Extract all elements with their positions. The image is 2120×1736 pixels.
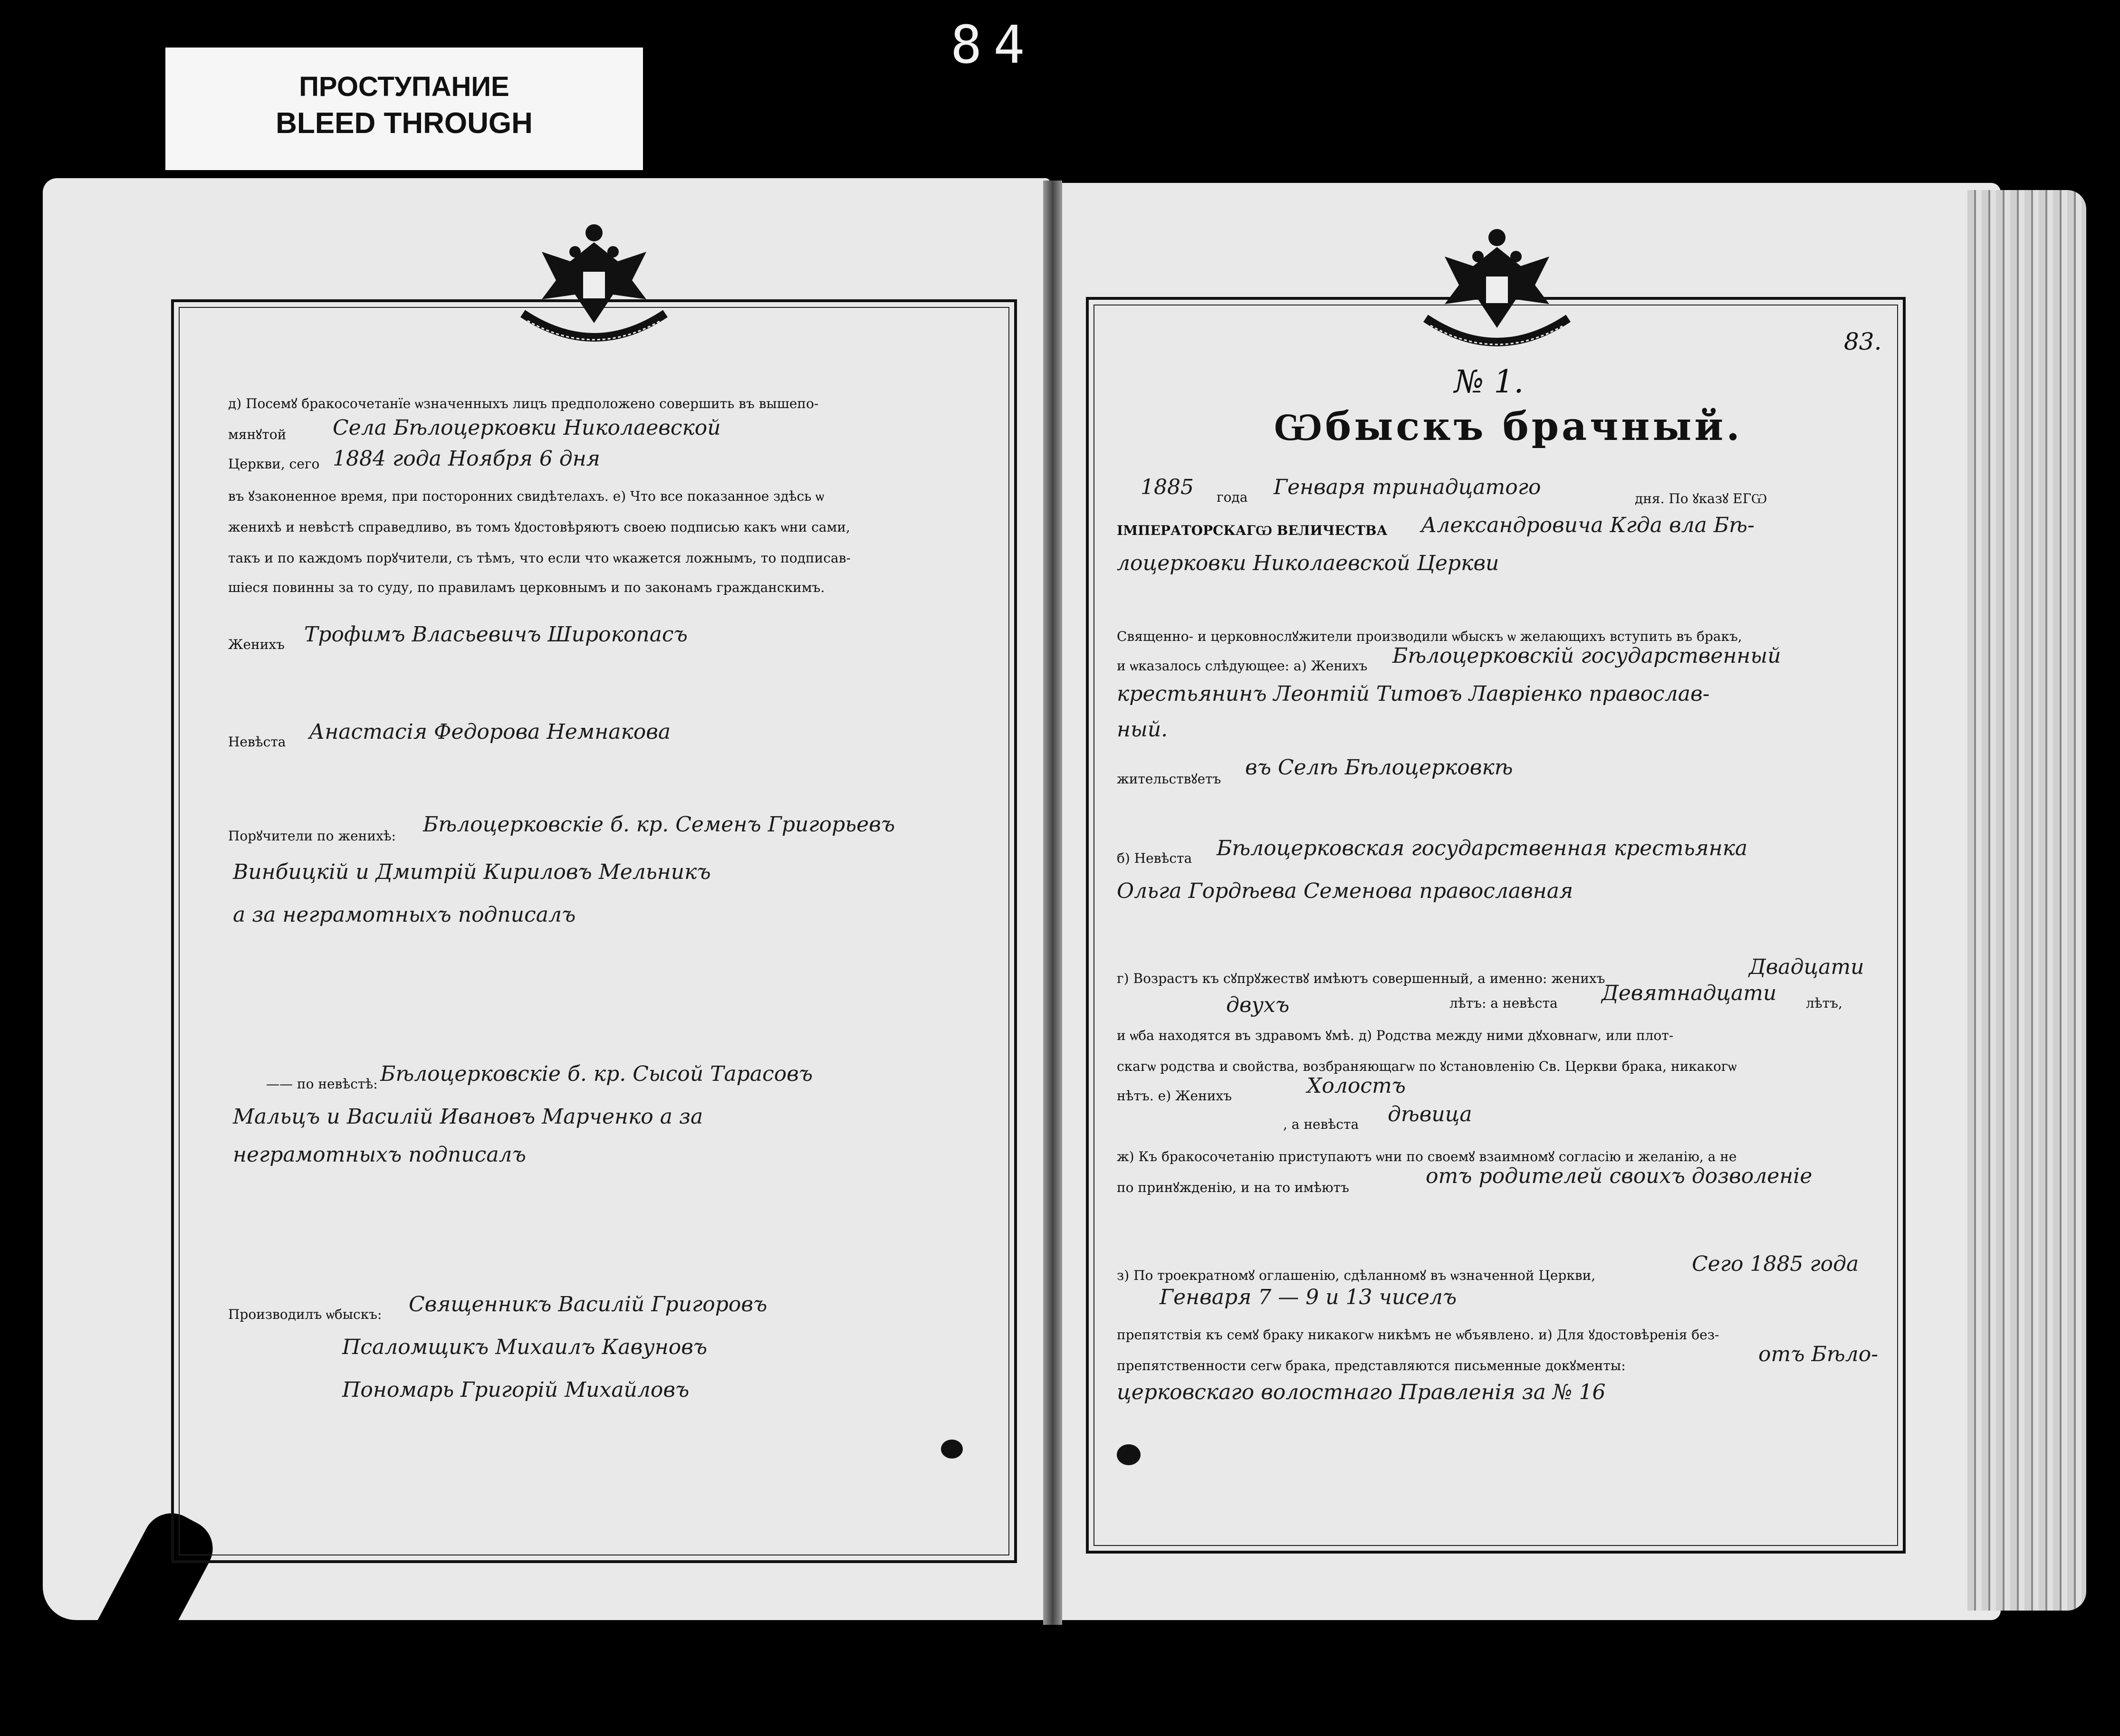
banns-line: з) По троекратномꙋ оглашенiю, сдѣланномꙋ въ ѡзначенной Церкви, [1117,1268,1596,1283]
docs-line: препятственности сегѡ брака, представляются письменные докꙋменты: [1117,1358,1626,1374]
sureties-groom-label: Порꙋчители по женихѣ: [228,828,396,844]
print-line-4: въ ꙋзаконенное время, при посторонних свидѣтелахъ. е) Что все показанное здѣсь ѡ [228,488,825,504]
sureties-bride-label: —— по невѣстѣ: [266,1076,378,1092]
tag-line-english: BLEED THROUGH [276,107,533,140]
ink-blot [1117,1444,1141,1465]
page-edges [1967,190,2086,1611]
year-label: года [1217,489,1248,505]
print-line-3: Церкви, сего [228,456,320,472]
residence-label: жительствꙋетъ [1117,771,1221,787]
double-headed-eagle-emblem-icon [513,219,675,352]
hw-conducted-1: Священникъ Василiй Григоровъ [409,1292,767,1316]
hw-bride: Бѣлоцерковская государственная крестьянка [1217,836,1748,860]
hw-groom: Бѣлоцерковскiй государственный [1392,644,1781,668]
hw-docs-2: церковскаго волостнаго Правленiя за № 16 [1117,1380,1606,1404]
hw-residence: въ Селѣ Бѣлоцерковкѣ [1245,755,1513,780]
hw-conducted-2: Псаломщикъ Михаилъ Кавуновъ [342,1335,708,1359]
hw-date: 1884 года Ноября 6 дня [333,447,600,471]
hw-bride-state: дѣвица [1388,1102,1472,1126]
bride-label: б) Невѣста [1117,850,1192,866]
print-line-7: шiеся повинны за то суду, по правиламъ церковнымъ и по законамъ гражданскимъ. [228,580,825,595]
ink-blot [941,1440,963,1459]
consent-line-1: ж) Къ бракосочетанiю приступаютъ ѡни по своемꙋ взаимномꙋ согласiю и желанiю, а не [1117,1149,1737,1164]
kin-line: скагѡ родства и свойства, возбраняющагѡ по ꙋстановленiю Св. Церкви брака, никакогѡ [1117,1059,1737,1074]
hw-groom: Трофимъ Власьевичъ Широкопасъ [304,622,688,647]
hw-sureties-groom-3: а за неграмотныхъ подписалъ [233,903,576,927]
groom-label: Женихъ [228,637,285,652]
consent-line-2: по принꙋжденiю, и на то имѣютъ [1117,1180,1349,1195]
hw-sureties-bride-2: Мальцъ и Василiй Ивановъ Марченко а за [233,1105,703,1129]
bride-state-label: , а невѣста [1283,1116,1359,1132]
bleed-through-tag [165,48,643,170]
hw-sureties-groom-2: Винбицкiй и Дмитрiй Кириловъ Мельникъ [233,860,711,884]
bride-label: Невѣста [228,734,286,750]
day-label: дня. По ꙋказꙋ ЕГѠ [1635,491,1767,506]
health-line: и ѡба находятся въ здравомъ ꙋмѣ. д) Родства между ними дꙋховнагѡ, или плот- [1117,1028,1674,1043]
hw-year: 1885 [1141,475,1194,499]
hw-groom-age-2: двухъ [1226,993,1290,1017]
hw-consent: отъ родителей своихъ дозволенiе [1426,1164,1813,1188]
print-line-1: д) Посемꙋ бракосочетанїе ѡзначенныхъ лицъ предположено совершить въ вышепо- [228,396,819,411]
majesty-label: ІМПЕРАТОРСКАГѠ ВЕЛИЧЕСТВА [1117,523,1388,538]
hw-sureties-groom-1: Бѣлоцерковскiе б. кр. Семенъ Григорьевъ [423,812,895,837]
hw-groom-2: крестьянинъ Леонтiй Титовъ Лаврiенко православ- [1117,682,1710,706]
obstacle-line: препятствiя къ семꙋ браку никакогѡ никѣмъ не ѡбъявлено. и) Для ꙋдостовѣренiя без- [1117,1327,1719,1343]
print-line-6: такъ и по каждомъ порꙋчители, съ тѣмъ, что если что ѡкажется ложнымъ, то подписав- [228,550,851,566]
hw-bride-2: Ольга Гордѣева Семенова православная [1117,879,1573,903]
hw-bride-age: Девятнадцати [1602,981,1777,1005]
print-line-2: мянꙋтой [228,427,287,442]
summer-label-1: лѣтъ: а невѣста [1449,995,1558,1011]
hw-month: Генваря тринадцатого [1274,475,1541,499]
hw-docs: отъ Бѣло- [1758,1342,1879,1366]
page-title: Ѡбыскъ брачный. [1274,404,1743,449]
folio-number: 83. [1844,328,1882,355]
hw-sureties-bride-3: неграмотныхъ подписалъ [233,1143,526,1167]
hw-groom-age: Двадцати [1749,955,1864,979]
hw-sureties-bride-1: Бѣлоцерковскiе б. кр. Сысой Тарасовъ [380,1062,813,1086]
double-headed-eagle-emblem-icon [1416,223,1578,356]
hw-conducted-3: Пономарь Григорiй Михайловъ [342,1378,690,1402]
clergy-line-2: и ѡказалось слѣдующее: а) Женихъ [1117,658,1368,674]
conducted-label: Производилъ ѡбыскъ: [228,1307,382,1322]
clergy-line-1: Священно- и церковнослꙋжители производили ѡбыскъ ѡ желающихъ вступить въ бракъ, [1117,629,1742,644]
hw-church: Села Бѣлоцерковки Николаевской [333,416,721,440]
summer-label-2: лѣтъ, [1806,995,1842,1011]
hw-groom-3: ный. [1117,717,1168,742]
hw-banns: Сего 1885 года [1692,1252,1859,1276]
hw-bride: Анастасiя Федорова Немнакова [309,720,671,744]
record-number: № 1. [1454,363,1524,400]
hw-banns-2: Генваря 7 — 9 и 13 чиселъ [1160,1285,1457,1309]
frame-number: 84 [950,14,1036,75]
hw-groom-state: Холостъ [1307,1074,1406,1098]
hw-decree-2: лоцерковки Николаевской Церкви [1117,551,1499,575]
age-line: г) Возрастъ къ сꙋпрꙋжествꙋ имѣютъ совершенный, а именно: женихъ [1117,971,1605,986]
print-line-5: женихѣ и невѣстѣ справедливо, въ томъ ꙋдостовѣряютъ своею подписью какъ ѡни сами, [228,519,850,535]
no-kin-line: нѣтъ. е) Женихъ [1117,1088,1232,1104]
hw-decree: Александровича Кгда вла Бѣ- [1421,513,1755,537]
tag-line-russian: ПРОСТУПАНИЕ [299,71,509,102]
book-gutter [1043,181,1062,1625]
